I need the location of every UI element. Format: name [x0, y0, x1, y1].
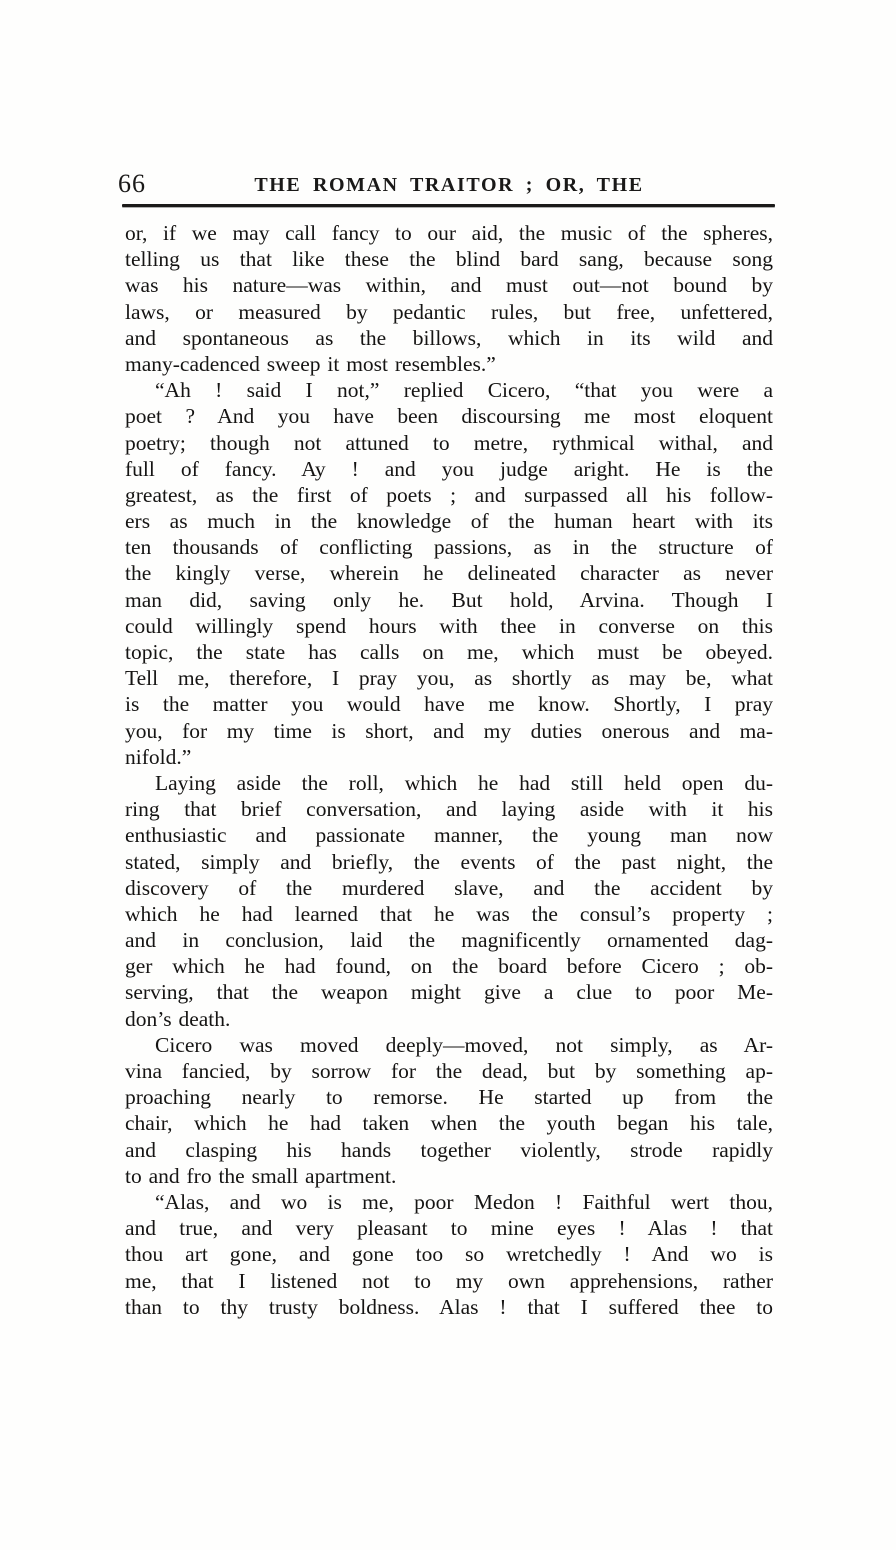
text-line: “Alas, and wo is me, poor Medon ! Faithful wert thou,: [155, 1189, 773, 1214]
text-line: me, that I listened not to my own apprehensions, rather: [125, 1268, 773, 1293]
running-title: THE ROMAN TRAITOR ; OR, THE: [254, 174, 644, 196]
text-line: could willingly spend hours with thee in converse on this: [125, 613, 773, 638]
text-line: and in conclusion, laid the magnificently ornamented dag-: [125, 928, 773, 953]
text-line: topic, the state has calls on me, which must be obeyed.: [125, 640, 773, 664]
text-line: ring that brief conversation, and laying aside with it his: [125, 797, 773, 822]
text-line: man did, saving only he. But hold, Arvina. Though I: [125, 587, 773, 612]
text-line: and true, and very pleasant to mine eyes ! Alas ! that: [125, 1216, 773, 1241]
text-line: don’s death.: [125, 1006, 231, 1031]
text-line: and spontaneous as the billows, which in its wild and: [125, 325, 773, 350]
text-line: which he had learned that he was the consul’s property ;: [125, 901, 773, 926]
text-line: telling us that like these the blind bard sang, because song: [125, 247, 773, 272]
text-line: “Ah ! said I not,” replied Cicero, “that you were a: [155, 378, 773, 403]
paragraph-5: [125, 1189, 773, 1320]
text-line: stated, simply and briefly, the events of the past night, the: [125, 849, 773, 874]
text-line: poet ? And you have been discoursing me most eloquent: [125, 404, 773, 429]
text-line: the kingly verse, wherein he delineated character as never: [125, 561, 773, 586]
text-line: Cicero was moved deeply—moved, not simply, as Ar-: [155, 1032, 773, 1057]
text-line: nifold.”: [125, 744, 192, 769]
text-line: is the matter you would have me know. Shortly, I pray: [125, 692, 773, 717]
paragraph-1: [125, 220, 773, 377]
page-number: 66: [118, 169, 146, 198]
paragraph-2: [125, 377, 773, 770]
text-line: laws, or measured by pedantic rules, but free, unfettered,: [125, 299, 773, 324]
text-line: you, for my time is short, and my duties onerous and ma-: [125, 718, 773, 743]
text-line: chair, which he had taken when the youth began his tale,: [125, 1111, 773, 1136]
text-line: many-cadenced sweep it most resembles.”: [125, 351, 496, 376]
text-line: ers as much in the knowledge of the human heart with its: [125, 509, 773, 534]
text-line: ger which he had found, on the board before Cicero ; ob-: [125, 954, 773, 979]
text-line: than to thy trusty boldness. Alas ! that I suffered thee to: [125, 1294, 773, 1319]
text-line: full of fancy. Ay ! and you judge aright. He is the: [125, 456, 773, 481]
text-line: Laying aside the roll, which he had still held open du-: [155, 770, 773, 795]
text-line: and clasping his hands together violently, strode rapidly: [125, 1137, 773, 1162]
text-line: thou art gone, and gone too so wretchedly ! And wo is: [125, 1242, 773, 1267]
text-line: serving, that the weapon might give a clue to poor Me-: [125, 980, 773, 1005]
text-line: vina fancied, by sorrow for the dead, but by something ap-: [125, 1059, 773, 1083]
text-line: or, if we may call fancy to our aid, the music of the spheres,: [125, 221, 773, 245]
text-line: discovery of the murdered slave, and the accident by: [125, 875, 773, 900]
text-line: poetry; though not attuned to metre, rythmical withal, and: [125, 430, 773, 455]
text-line: was his nature—was within, and must out—not bound by: [125, 273, 773, 298]
text-line: enthusiastic and passionate manner, the young man now: [125, 823, 773, 848]
page-body: [125, 220, 773, 1320]
header-rule: [122, 204, 775, 207]
paragraph-3: [125, 770, 773, 1032]
text-line: ten thousands of conflicting passions, as in the structure of: [125, 535, 773, 560]
text-line: Tell me, therefore, I pray you, as shortly as may be, what: [125, 666, 773, 691]
text-line: proaching nearly to remorse. He started up from the: [125, 1085, 773, 1110]
text-line: greatest, as the first of poets ; and surpassed all his follow-: [125, 482, 773, 507]
text-line: to and fro the small apartment.: [125, 1163, 397, 1188]
paragraph-4: [125, 1032, 773, 1189]
